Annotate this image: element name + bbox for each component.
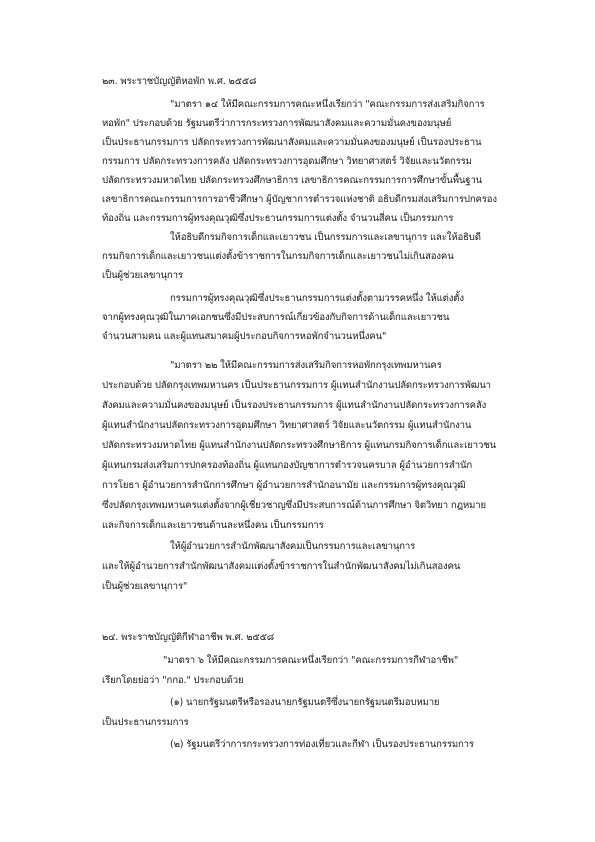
text-line: เป็นผู้ช่วยเลขานุการ" — [102, 581, 188, 592]
text-line: จากผู้ทรงคุณวุฒิในภาคเอกชนซึ่งมีประสบการณ์เกี่ยวข้องกับกิจการด้านเด็กและเยาวชน — [102, 312, 450, 323]
text-line: หอพัก" ประกอบด้วย รัฐมนตรีว่าการกระทรวงการพัฒนาสังคมและความมั่นคงของมนุษย์ — [102, 118, 452, 129]
text-line: กรรมการผู้ทรงคุณวุฒิซึ่งประธานกรรมการแต่งตั้งตามวรรคหนึ่ง ให้แต่งตั้ง — [170, 293, 464, 304]
text-line: จำนวนสามคน และผู้แทนสมาคมผู้ประกอบกิจการหอพักจำนวนหนึ่งคน" — [102, 331, 387, 342]
text-line: "มาตรา ๖ ให้มีคณะกรรมการคณะหนึ่งเรียกว่า "คณะกรรมการกีฬาอาชีพ" — [163, 655, 459, 666]
text-line: ผู้แทนสำนักงานปลัดกระทรวงการอุดมศึกษา วิทยาศาสตร์ วิจัยและนวัตกรรม ผู้แทนสำนักงาน — [102, 420, 472, 431]
text-line: กรรมการ ปลัดกระทรวงการคลัง ปลัดกระทรวงการอุดมศึกษา วิทยาศาสตร์ วิจัยและนวัตกรรม — [102, 156, 472, 167]
text-line: ซึ่งปลัดกรุงเทพมหานครแต่งตั้งจากผู้เชี่ยวชาญซึ่งมีประสบการณ์ด้านการศึกษา จิตวิทยา กฎหมาย — [102, 500, 486, 511]
text-line: ประกอบด้วย ปลัดกรุงเทพมหานคร เป็นประธานกรรมการ ผู้แทนสำนักงานปลัดกระทรวงการพัฒนา — [102, 380, 491, 391]
text-line: ผู้แทนกรมส่งเสริมการปกครองท้องถิ่น ผู้แทนกองบัญชาการตำรวจนครบาล ผู้อำนวยการสำนัก — [102, 460, 473, 471]
text-line: ปลัดกระทรวงมหาดไทย ผู้แทนสำนักงานปลัดกระทรวงศึกษาธิการ ผู้แทนกรมกิจการเด็กและเยาวชน — [102, 440, 496, 451]
text-line: และให้ผู้อำนวยการสำนักพัฒนาสังคมแต่งตั้งข้าราชการในสำนักพัฒนาสังคมไม่เกินสองคน — [102, 561, 461, 572]
text-line: (๒) รัฐมนตรีว่าการกระทรวงการท่องเที่ยวและกีฬา เป็นรองประธานกรรมการ — [170, 739, 474, 750]
text-line: ให้ผู้อำนวยการสำนักพัฒนาสังคมเป็นกรรมการและเลขานุการ — [170, 541, 416, 552]
text-line: "มาตรา ๑๔ ให้มีคณะกรรมการคณะหนึ่งเรียกว่า "คณะกรรมการส่งเสริมกิจการ — [170, 99, 485, 110]
section-heading-23: ๒๓. พระราชบัญญัติหอพัก พ.ศ. ๒๕๕๘ — [102, 76, 257, 87]
text-line: "มาตรา ๒๒ ให้มีคณะกรรมการส่งเสริมกิจการหอพักกรุงเทพมหานคร — [170, 360, 442, 371]
text-line: ให้อธิบดีกรมกิจการเด็กและเยาวชน เป็นกรรมการและเลขานุการ และให้อธิบดี — [170, 232, 481, 243]
text-line: เลขาธิการคณะกรรมการการอาชีวศึกษา ผู้บัญชาการตำรวจแห่งชาติ อธิบดีกรมส่งเสริมการปกครอง — [102, 194, 497, 205]
text-line: เป็นประธานกรรมการ — [102, 717, 189, 728]
text-line: เรียกโดยย่อว่า "กกอ." ประกอบด้วย — [102, 675, 244, 686]
text-line: ท้องถิ่น และกรรมการผู้ทรงคุณวุฒิซึ่งประธานกรรมการแต่งตั้ง จำนวนสี่คน เป็นกรรมการ — [102, 213, 454, 224]
text-line: เป็นผู้ช่วยเลขานุการ — [102, 270, 183, 281]
section-heading-24: ๒๔. พระราชบัญญัติกีฬาอาชีพ พ.ศ. ๒๕๕๘ — [102, 632, 274, 643]
text-line: สังคมและความมั่นคงของมนุษย์ เป็นรองประธานกรรมการ ผู้แทนสำนักงานปลัดกระทรวงการคลัง — [102, 400, 487, 411]
text-line: (๑) นายกรัฐมนตรีหรือรองนายกรัฐมนตรีซึ่งนายกรัฐมนตรีมอบหมาย — [170, 697, 440, 708]
text-line: กรมกิจการเด็กและเยาวชนแต่งตั้งข้าราชการในกรมกิจการเด็กและเยาวชนไม่เกินสองคน — [102, 251, 454, 262]
text-line: การโยธา ผู้อำนวยการสำนักการศึกษา ผู้อำนวยการสำนักอนามัย และกรรมการผู้ทรงคุณวุฒิ — [102, 480, 466, 491]
text-line: ปลัดกระทรวงมหาดไทย ปลัดกระทรวงศึกษาธิการ เลขาธิการคณะกรรมการการศึกษาขั้นพื้นฐาน — [102, 175, 483, 186]
text-line: เป็นประธานกรรมการ ปลัดกระทรวงการพัฒนาสังคมและความมั่นคงของมนุษย์ เป็นรองประธาน — [102, 137, 482, 148]
text-line: และกิจการเด็กและเยาวชนด้านละหนึ่งคน เป็นกรรมการ — [102, 520, 324, 531]
